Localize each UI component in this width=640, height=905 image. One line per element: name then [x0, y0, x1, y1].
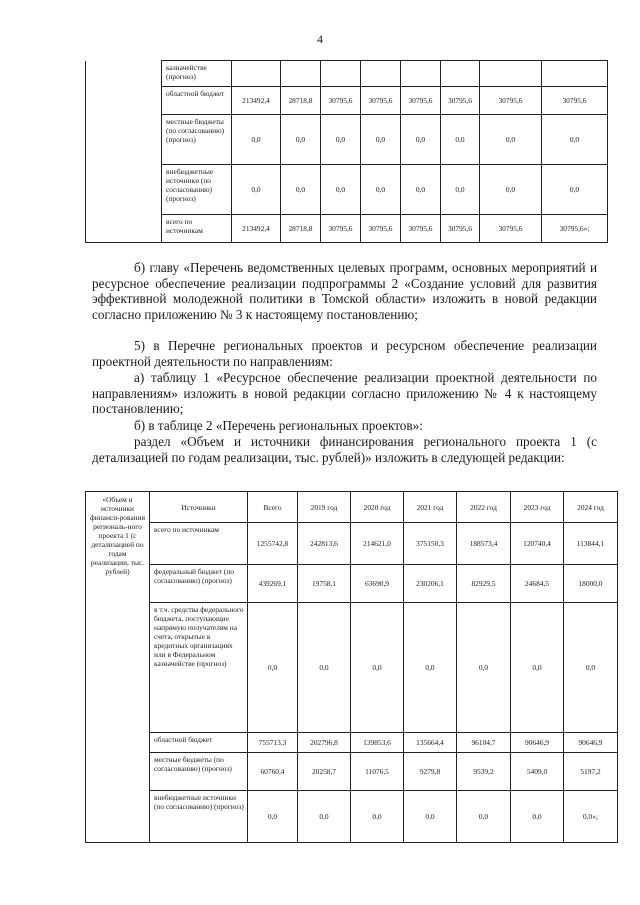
value-cell: 0,0 [404, 603, 457, 733]
value-cell: 0,0 [248, 791, 298, 843]
value-cell: 90646,9 [564, 733, 618, 753]
row-label-cell: «Объем и источники финанси-рования региональ-ного проекта 1 (с детализацией по годам реализации, тыс. рублей) [86, 492, 150, 843]
value-cell: 439269,1 [248, 565, 298, 603]
value-cell: 0,0 [401, 165, 441, 215]
value-cell: 0,0 [401, 115, 441, 165]
table-row [86, 523, 618, 565]
column-header: 2019 год [298, 492, 351, 523]
table-row [86, 87, 608, 115]
value-cell: 0,0 [542, 115, 608, 165]
source-cell: федеральный бюджет (по согласованию) (прогноз) [150, 565, 248, 603]
value-cell: 18000,0 [564, 565, 618, 603]
source-cell: областной бюджет [162, 87, 232, 115]
value-cell: 30795,6 [321, 215, 361, 243]
table-row [86, 215, 608, 243]
value-cell: 0,0 [321, 115, 361, 165]
table-row [86, 565, 618, 603]
value-cell: 30795,6 [542, 87, 608, 115]
value-cell [321, 61, 361, 87]
table-row [86, 753, 618, 791]
header-row [86, 492, 618, 523]
value-cell: 0,0 [480, 115, 542, 165]
table-row [86, 165, 608, 215]
value-cell: 30795,6 [401, 215, 441, 243]
value-cell: 0,0 [232, 115, 281, 165]
source-cell: местные бюджеты (по согласованию) (прогноз) [162, 115, 232, 165]
value-cell [232, 61, 281, 87]
value-cell: 0,0 [351, 791, 404, 843]
value-cell: 202796,8 [298, 733, 351, 753]
value-cell: 0,0 [511, 791, 564, 843]
value-cell [480, 61, 542, 87]
value-cell: 63690,9 [351, 565, 404, 603]
empty-label-cell [86, 61, 162, 243]
value-cell: 5197,2 [564, 753, 618, 791]
value-cell: 30795,6 [441, 87, 480, 115]
value-cell: 188573,4 [457, 523, 511, 565]
value-cell: 755713,3 [248, 733, 298, 753]
table-row [86, 733, 618, 753]
source-cell: всего по источникам [162, 215, 232, 243]
value-cell: 0,0 [441, 165, 480, 215]
value-cell: 214621,0 [351, 523, 404, 565]
value-cell: 0,0 [281, 115, 321, 165]
value-cell: 135664,4 [404, 733, 457, 753]
value-cell: 0,0»; [564, 791, 618, 843]
value-cell: 82929,5 [457, 565, 511, 603]
value-cell: 60760,4 [248, 753, 298, 791]
value-cell: 90646,9 [511, 733, 564, 753]
source-cell: местные бюджеты (по согласованию) (прогноз) [150, 753, 248, 791]
value-cell: 30795,6 [480, 215, 542, 243]
source-cell: внебюджетные источники (по согласованию) (прогноз) [150, 791, 248, 843]
column-header: Всего [248, 492, 298, 523]
value-cell: 0,0 [457, 791, 511, 843]
value-cell: 375150,3 [404, 523, 457, 565]
source-cell: внебюджетные источники (по согласованию) (прогноз) [162, 165, 232, 215]
column-header: 2022 год [457, 492, 511, 523]
value-cell: 0,0 [298, 603, 351, 733]
paragraph-b-chapter: б) главу «Перечень ведомственных целевых программ, основных мероприятий и ресурсное обеспечение реализации подпрограммы 2 «Создание условий для развития эффективной молодежной политики в Томской области» изложить в новой редакции согласно приложению № 3 к настоящему постановлению; [92, 260, 597, 322]
column-header: 2024 год [564, 492, 618, 523]
value-cell: 0,0 [298, 791, 351, 843]
value-cell: 0,0 [361, 165, 401, 215]
value-cell: 0,0 [564, 603, 618, 733]
paragraph-section-volume: раздел «Объем и источники финансирования регионального проекта 1 (с детализацией по годам реализации, тыс. рублей)» изложить в следующей редакции: [92, 434, 597, 465]
value-cell: 113844,1 [564, 523, 618, 565]
source-cell: всего по источникам [150, 523, 248, 565]
column-header: Источники [150, 492, 248, 523]
value-cell: 19758,1 [298, 565, 351, 603]
value-cell: 30795,6 [441, 215, 480, 243]
value-cell: 30795,6»; [542, 215, 608, 243]
value-cell: 0,0 [480, 165, 542, 215]
table-row [86, 791, 618, 843]
value-cell: 0,0 [321, 165, 361, 215]
value-cell: 20258,7 [298, 753, 351, 791]
value-cell: 0,0 [361, 115, 401, 165]
value-cell: 139853,6 [351, 733, 404, 753]
value-cell: 9539,2 [457, 753, 511, 791]
value-cell: 0,0 [232, 165, 281, 215]
column-header: 2023 год [511, 492, 564, 523]
source-cell: областной бюджет [150, 733, 248, 753]
source-cell: казначействе (прогноз) [162, 61, 232, 87]
value-cell: 30795,6 [321, 87, 361, 115]
paragraph-b-table2: б) в таблице 2 «Перечень региональных проектов»: [134, 418, 423, 433]
value-cell: 230206,1 [404, 565, 457, 603]
value-cell [281, 61, 321, 87]
table-row [86, 61, 608, 87]
value-cell: 120740,4 [511, 523, 564, 565]
value-cell: 0,0 [351, 603, 404, 733]
value-cell: 9279,8 [404, 753, 457, 791]
value-cell: 24684,5 [511, 565, 564, 603]
value-cell [542, 61, 608, 87]
value-cell: 96104,7 [457, 733, 511, 753]
value-cell [401, 61, 441, 87]
table-row [86, 115, 608, 165]
column-header: 2020 год [351, 492, 404, 523]
value-cell: 0,0 [281, 165, 321, 215]
value-cell: 30795,6 [361, 87, 401, 115]
value-cell: 30795,6 [480, 87, 542, 115]
value-cell: 0,0 [542, 165, 608, 215]
value-cell: 30795,6 [361, 215, 401, 243]
table-row [86, 603, 618, 733]
value-cell: 28718,8 [281, 215, 321, 243]
value-cell: 242813,6 [298, 523, 351, 565]
value-cell: 213492,4 [232, 87, 281, 115]
column-header: 2021 год [404, 492, 457, 523]
value-cell: 0,0 [511, 603, 564, 733]
value-cell: 213492,4 [232, 215, 281, 243]
value-cell [361, 61, 401, 87]
value-cell: 28718,8 [281, 87, 321, 115]
value-cell: 5409,0 [511, 753, 564, 791]
value-cell: 0,0 [248, 603, 298, 733]
top-funding-table [85, 60, 608, 243]
regional-project-funding-table [85, 491, 618, 843]
value-cell: 0,0 [457, 603, 511, 733]
value-cell: 30795,6 [401, 87, 441, 115]
page-number: 4 [317, 32, 323, 46]
paragraph-a-table1: а) таблицу 1 «Ресурсное обеспечение реализации проектной деятельности по направлениям» изложить в новой редакции согласно приложению № 4 к настоящему постановлению; [92, 370, 597, 417]
value-cell [441, 61, 480, 87]
value-cell: 1255742,8 [248, 523, 298, 565]
paragraph-5-regional-projects: 5) в Перечне региональных проектов и ресурсном обеспечение реализации проектной деятельности по направлениям: [92, 338, 597, 369]
value-cell: 0,0 [404, 791, 457, 843]
source-cell: в т.ч. средства федерального бюджета, поступающие напрямую получателям на счета, открытые в кредитных организациях или в Федеральном казначействе (прогноз) [150, 603, 248, 733]
value-cell: 0,0 [441, 115, 480, 165]
value-cell: 11076,5 [351, 753, 404, 791]
